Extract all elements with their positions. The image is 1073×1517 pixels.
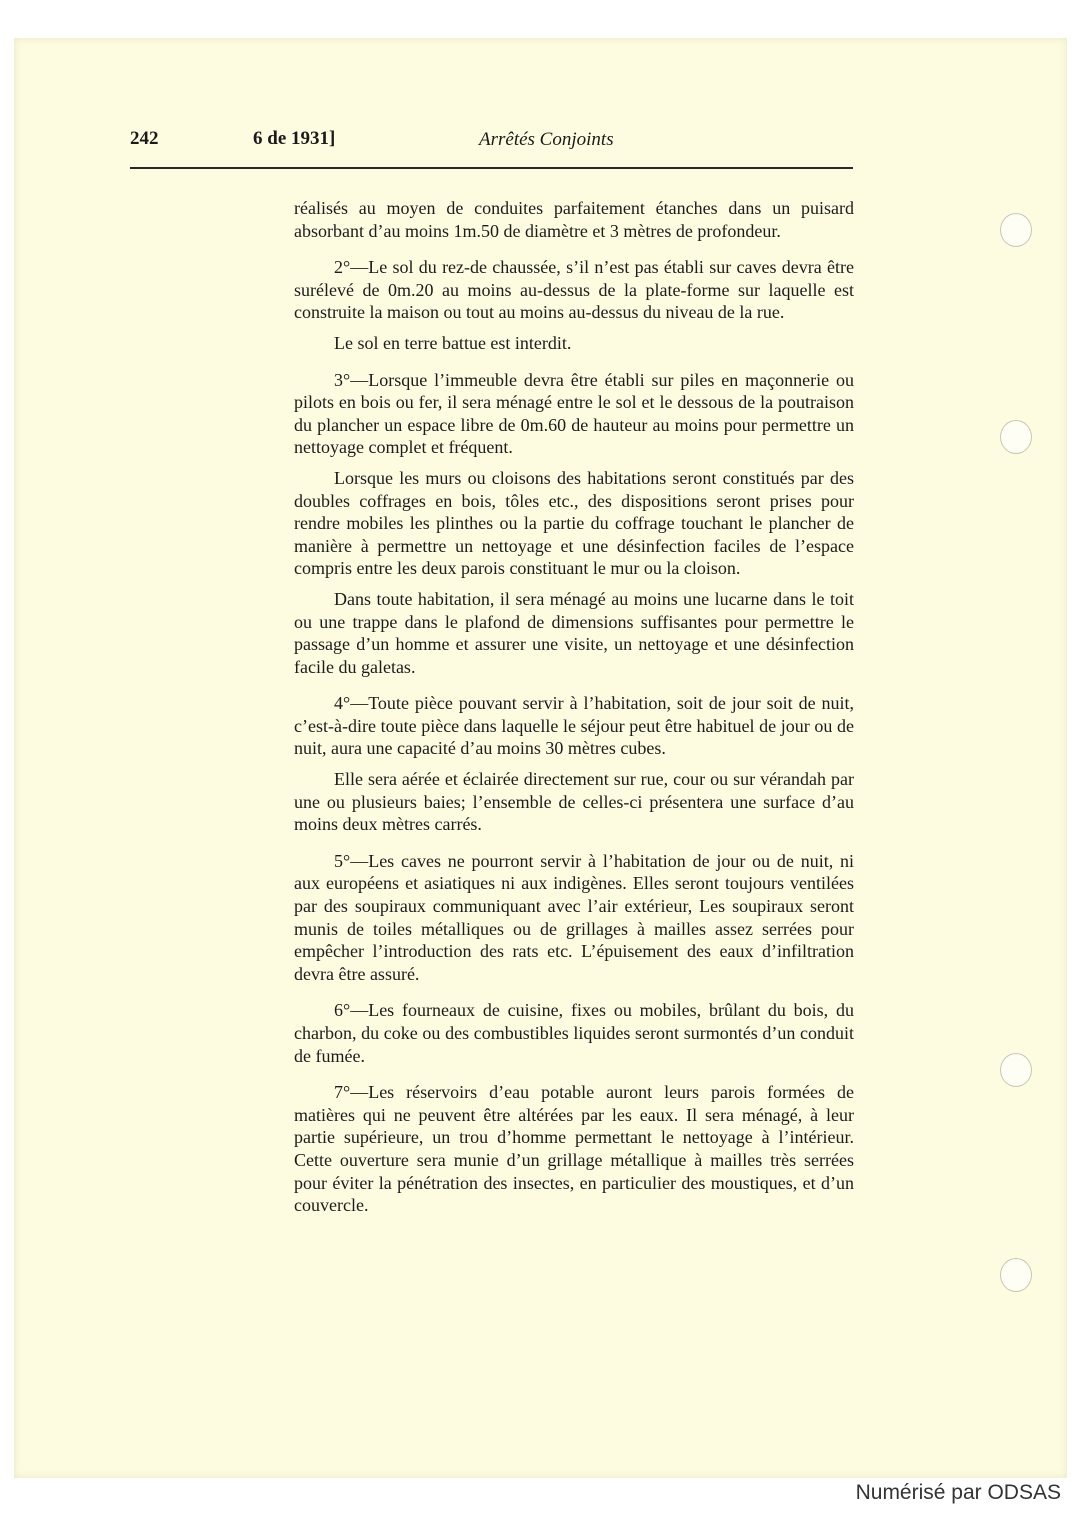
binder-hole-icon — [1000, 213, 1032, 247]
paragraph-3-attic: Dans toute habitation, il sera ménagé au moins une lucarne dans le toit ou une trappe dans le plafond de dimensions suffisantes pour permettre le passage d’un homme et assurer une visite, un nettoyage et une désinfection facile du galetas. — [294, 588, 854, 677]
body-text — [294, 197, 854, 1225]
page-header — [130, 128, 855, 168]
act-reference: 6 de 1931] — [253, 128, 336, 149]
paragraph-5: 5°—Les caves ne pourront servir à l’habitation de jour ou de nuit, ni aux européens et asiatiques ni aux indigènes. Elles seront toujours ventilées par des soupiraux communiquant avec l’air extérieur, Les soupiraux seront munis de toiles métalliques ou de grillages à mailles assez serrées pour empêcher l’introduction des rats etc. L’épuisement des eaux d’infiltration devra être assuré. — [294, 850, 854, 984]
paragraph-continuation: réalisés au moyen de conduites parfaitement étanches dans un puisard absorbant d’au moins 1m.50 de diamètre et 3 mètres de profondeur. — [294, 198, 854, 241]
paragraph-2: 2°—Le sol du rez-de chaussée, s’il n’est pas établi sur caves devra être surélevé de 0m.20 au moins au-dessus de la plate-forme sur laquelle est construite la maison ou tout au moins au-dessus du niveau de la rue. — [294, 257, 854, 323]
binder-hole-icon — [1000, 1053, 1032, 1087]
paragraph-4-ventilation: Elle sera aérée et éclairée directement sur rue, cour ou sur vérandah par une ou plusieurs baies; l’ensemble de celles-ci présentera une surface d’au moins deux mètres carrés. — [294, 769, 854, 835]
paragraph-2-note: Le sol en terre battue est interdit. — [334, 332, 572, 353]
running-title: Arrêtés Conjoints — [479, 129, 614, 150]
paragraph-3-walls: Lorsque les murs ou cloisons des habitations seront constitués par des doubles coffrages en bois, tôles etc., des dispositions seront prises pour rendre mobiles les plinthes ou la partie du coffrage touchant le plancher de manière à permettre un nettoyage et une désinfection faciles de l’espace compris entre les deux parois constituant le mur ou la cloison. — [294, 467, 854, 579]
paragraph-3: 3°—Lorsque l’immeuble devra être établi sur piles en maçonnerie ou pilots en bois ou fer, il sera ménagé entre le sol et le dessous de la poutraison du plancher un espace libre de 0m.60 de hauteur au moins pour permettre un nettoyage complet et fréquent. — [294, 369, 854, 458]
binder-hole-icon — [1000, 420, 1032, 454]
paragraph-4: 4°—Toute pièce pouvant servir à l’habitation, soit de jour soit de nuit, c’est-à-dire toute pièce dans laquelle le séjour peut être habituel de jour ou de nuit, aura une capacité d’au moins 30 mètres cubes. — [294, 693, 854, 759]
page-number: 242 — [130, 128, 159, 149]
paragraph-6: 6°—Les fourneaux de cuisine, fixes ou mobiles, brûlant du bois, du charbon, du coke ou des combustibles liquides seront surmontés d’un conduit de fumée. — [294, 1000, 854, 1066]
header-rule — [130, 167, 853, 169]
binder-hole-icon — [1000, 1258, 1032, 1292]
digitization-credit: Numérisé par ODSAS — [855, 1481, 1061, 1504]
paragraph-7: 7°—Les réservoirs d’eau potable auront leurs parois formées de matières qui ne peuvent être altérées par les eaux. Il sera ménagé, à leur partie supérieure, un trou d’homme permettant le nettoyage à l’intérieur. Cette ouverture sera munie d’un grillage métallique à mailles très serrées pour éviter la pénétration des insectes, en particulier des moustiques, et d’un couvercle. — [294, 1082, 854, 1216]
